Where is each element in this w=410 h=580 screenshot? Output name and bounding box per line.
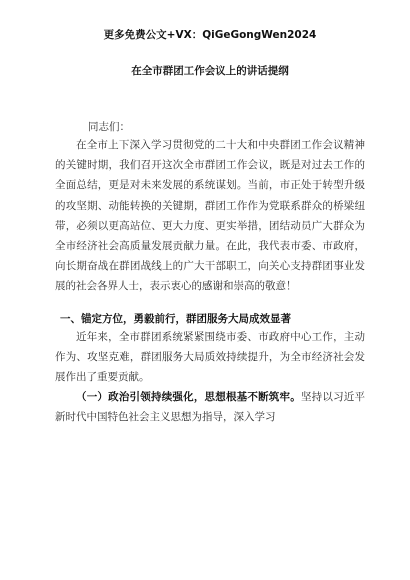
paragraph-intro: 在全市上下深入学习贯彻党的二十大和中央群团工作会议精神的关键时期，我们召开这次全市群团工作会议，既是对过去工作的全面总结，更是对未来发展的系统谋划。当前，市正处于转型升级的攻坚期、动能转换的关键期，群团工作作为党联系群众的桥梁纽带，必须以更高站位、更大力度、更实举措，团结动员广大群众为全市经济社会高质量发展贡献力量。在此，我代表市委、市政府，向长期奋战在群团战线上的广大干部职工，向关心支持群团事业发展的社会各界人士，表示衷心的感谢和崇高的敬意！ [55,139,365,293]
paragraph-section-1: 近年来，全市群团系统紧紧围绕市委、市政府中心工作，主动作为、攻坚克难，群团服务大局质效持续提升，为全市经济社会发展作出了重要贡献。 [55,330,365,384]
paragraph-subsection-1 [55,387,365,427]
section-heading-1: 一、锚定方位，勇毅前行，群团服务大局成效显著 [60,312,291,325]
salutation: 同志们： [88,121,130,133]
header-promo-text: 更多免费公文+VX：QiGeGongWen2024 [103,29,317,41]
document-title: 在全市群团工作会议上的讲话提纲 [131,65,289,77]
subsection-1-lead: （一）政治引领持续强化，思想根基不断筑牢。 [76,391,301,404]
subsection-1-text: 坚持以习近平新时代中国特色社会主义思想为指导，深入学习 [55,391,366,424]
